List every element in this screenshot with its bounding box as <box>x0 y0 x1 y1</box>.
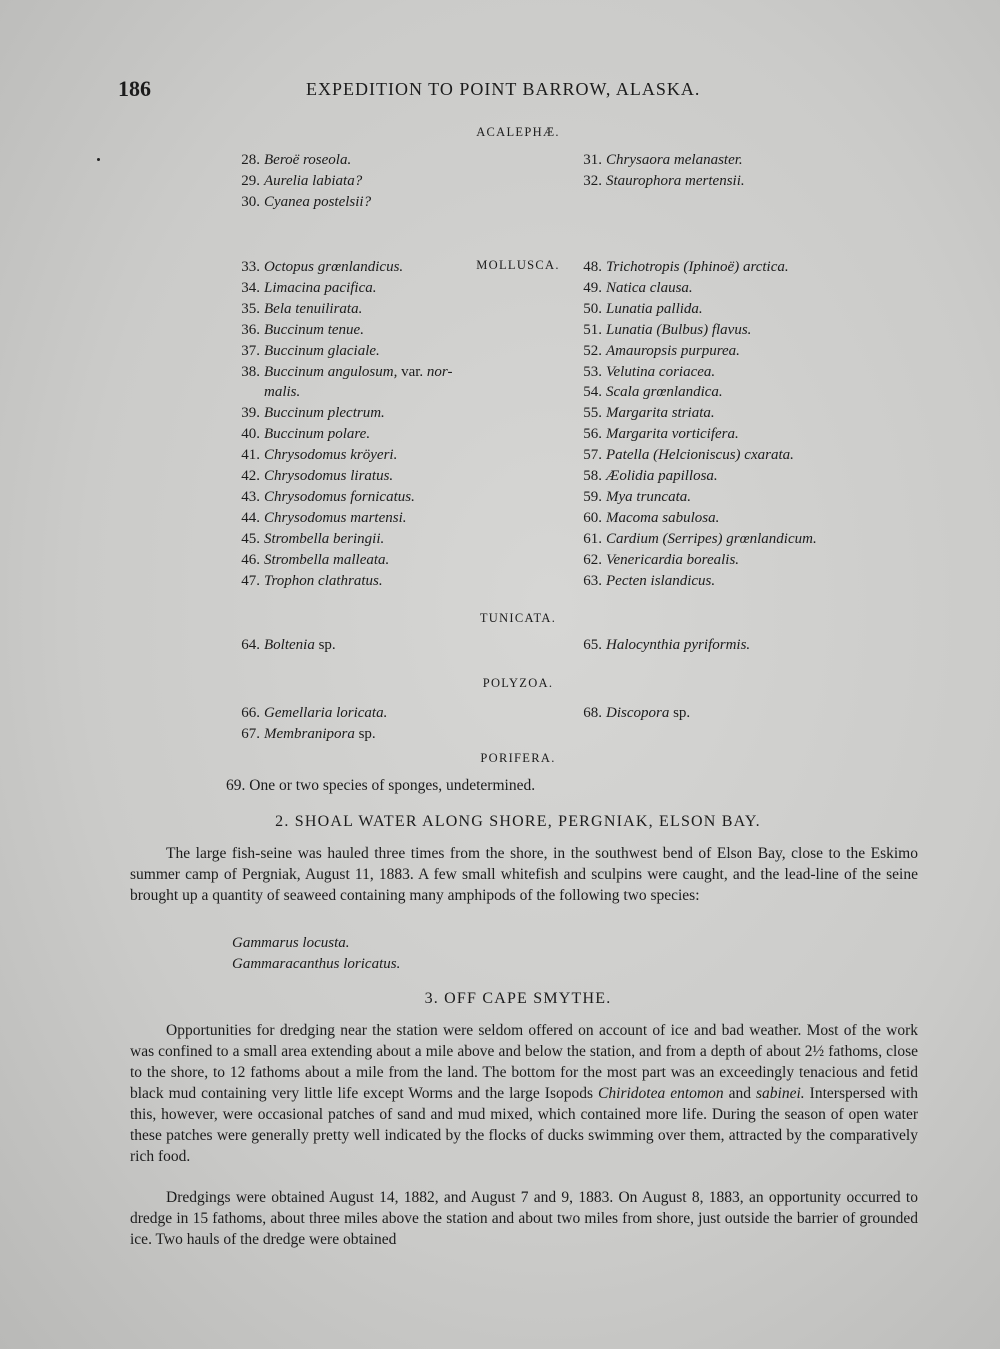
list-item: 40. Buccinum polare. <box>241 426 371 443</box>
list-item: 29. Aurelia labiata? <box>241 172 363 189</box>
mollusca-right-list <box>568 257 908 592</box>
polyzoa-right-list <box>568 703 908 724</box>
list-item: 60. Macoma sabulosa. <box>583 509 720 526</box>
acalephae-left-list <box>226 150 556 213</box>
list-item: 50. Lunatia pallida. <box>583 300 703 317</box>
section-3-paragraph-2: Dredgings were obtained August 14, 1882, and August 7 and 9, 1883. On August 8, 1883, an opportunity occurred to dredge in 15 fathoms, about three miles above the station and about two miles from shore, just outside the barrier of grounded ice. Two hauls of the dredge were obtained <box>130 1189 918 1248</box>
list-item: 34. Limacina pacifica. <box>241 279 377 296</box>
polyzoa-left-list <box>226 703 556 745</box>
list-item: 68. Discopora sp. <box>583 705 691 721</box>
list-item: 28. Beroë roseola. <box>241 152 352 168</box>
section-2-title: 2. SHOAL WATER ALONG SHORE, PERGNIAK, ELSON BAY. <box>275 813 761 830</box>
list-item: 55. Margarita striata. <box>583 405 715 422</box>
mollusca-left-list <box>226 257 556 592</box>
section-2-paragraph: The large fish-seine was hauled three times from the shore, in the southwest bend of Elson Bay, close to the Eskimo summer camp of Pergniak, August 11, 1883. A few small whitefish and sculpins were caught, and the lead-line of the seine brought up a quantity of seaweed containing many amphipods of the following two species: <box>130 845 918 904</box>
list-item: 31. Chrysaora melanaster. <box>583 152 743 168</box>
list-item: 30. Cyanea postelsii? <box>241 193 372 210</box>
list-item: 66. Gemellaria loricata. <box>241 705 388 721</box>
list-item: 33. Octopus grœnlandicus. <box>241 259 404 275</box>
heading-porifera: PORIFERA. <box>480 751 556 765</box>
list-item: 67. Membranipora sp. <box>241 725 376 742</box>
porifera-item: 69. One or two species of sponges, undetermined. <box>226 777 536 794</box>
list-item: 32. Staurophora mertensii. <box>583 172 745 189</box>
running-title: EXPEDITION TO POINT BARROW, ALASKA. <box>306 79 701 99</box>
list-item: 38. Buccinum angulosum, var. nor- malis. <box>241 363 453 401</box>
list-item: 48. Trichotropis (Iphinoë) arctica. <box>583 259 789 275</box>
acalephae-right-list <box>568 150 908 192</box>
list-item: 39. Buccinum plectrum. <box>241 405 385 422</box>
page-number: 186 <box>118 76 151 101</box>
list-item: 46. Strombella malleata. <box>241 551 390 568</box>
section-3-title: 3. OFF CAPE SMYTHE. <box>424 990 612 1007</box>
list-item: 42. Chrysodomus liratus. <box>241 468 394 485</box>
speck-mark <box>97 158 100 161</box>
heading-polyzoa: POLYZOA. <box>482 676 554 690</box>
list-item: 58. Æolidia papillosa. <box>583 468 718 485</box>
list-item: 36. Buccinum tenue. <box>241 321 364 338</box>
heading-mollusca: MOLLUSCA. <box>476 258 560 272</box>
list-item: 43. Chrysodomus fornicatus. <box>241 488 415 505</box>
list-item: 53. Velutina coriacea. <box>583 363 716 380</box>
list-item: 59. Mya truncata. <box>583 488 691 505</box>
list-item: 49. Natica clausa. <box>583 279 693 296</box>
list-item: 62. Venericardia borealis. <box>583 551 740 568</box>
list-item: 63. Pecten islandicus. <box>583 572 716 589</box>
list-item: 45. Strombella beringii. <box>241 530 385 547</box>
list-item: 61. Cardium (Serripes) grœnlandicum. <box>583 530 817 547</box>
heading-acalephae: ACALEPHÆ. <box>476 125 560 139</box>
list-item: 65. Halocynthia pyriformis. <box>583 637 751 653</box>
list-item: 41. Chrysodomus kröyeri. <box>241 447 398 464</box>
page-header <box>118 76 918 106</box>
section-2-species-list <box>232 933 400 975</box>
list-item: Gammaracanthus loricatus. <box>232 956 401 972</box>
list-item: 44. Chrysodomus martensi. <box>241 509 407 526</box>
section-3-paragraph-1: Opportunities for dredging near the station were seldom offered on account of ice and bad weather. Most of the work was confined to a small area extending about a mile above and below the station, and from a depth of about 2½ fathoms, close to the shore, to 12 fathoms about a mile from the land. The bottom for the most part was an exceedingly tenacious and fetid black mud containing very little life except Worms and the large Isopods Chiridotea entomon and sabinei. Interspersed with this, however, were occasional patches of sand and mud mixed, which contained more life. During the season of open water these patches were generally pretty well indicated by the flocks of ducks swimming over them, attracted by the comparatively rich food. <box>130 1022 918 1165</box>
tunicata-left-list <box>226 635 556 656</box>
list-item: 37. Buccinum glaciale. <box>241 342 380 359</box>
list-item: 52. Amauropsis purpurea. <box>583 342 740 359</box>
list-item: Gammarus locusta. <box>232 935 350 951</box>
list-item: 35. Bela tenuilirata. <box>241 300 363 317</box>
list-item: 47. Trophon clathratus. <box>241 572 383 589</box>
heading-tunicata: TUNICATA. <box>479 611 557 625</box>
list-item: 56. Margarita vorticifera. <box>583 426 739 443</box>
list-item: 54. Scala grœnlandica. <box>583 384 723 401</box>
list-item: 51. Lunatia (Bulbus) flavus. <box>583 321 752 338</box>
list-item: 64. Boltenia sp. <box>241 637 336 653</box>
tunicata-right-list <box>568 635 908 656</box>
list-item: 57. Patella (Helcioniscus) cxarata. <box>583 447 794 464</box>
